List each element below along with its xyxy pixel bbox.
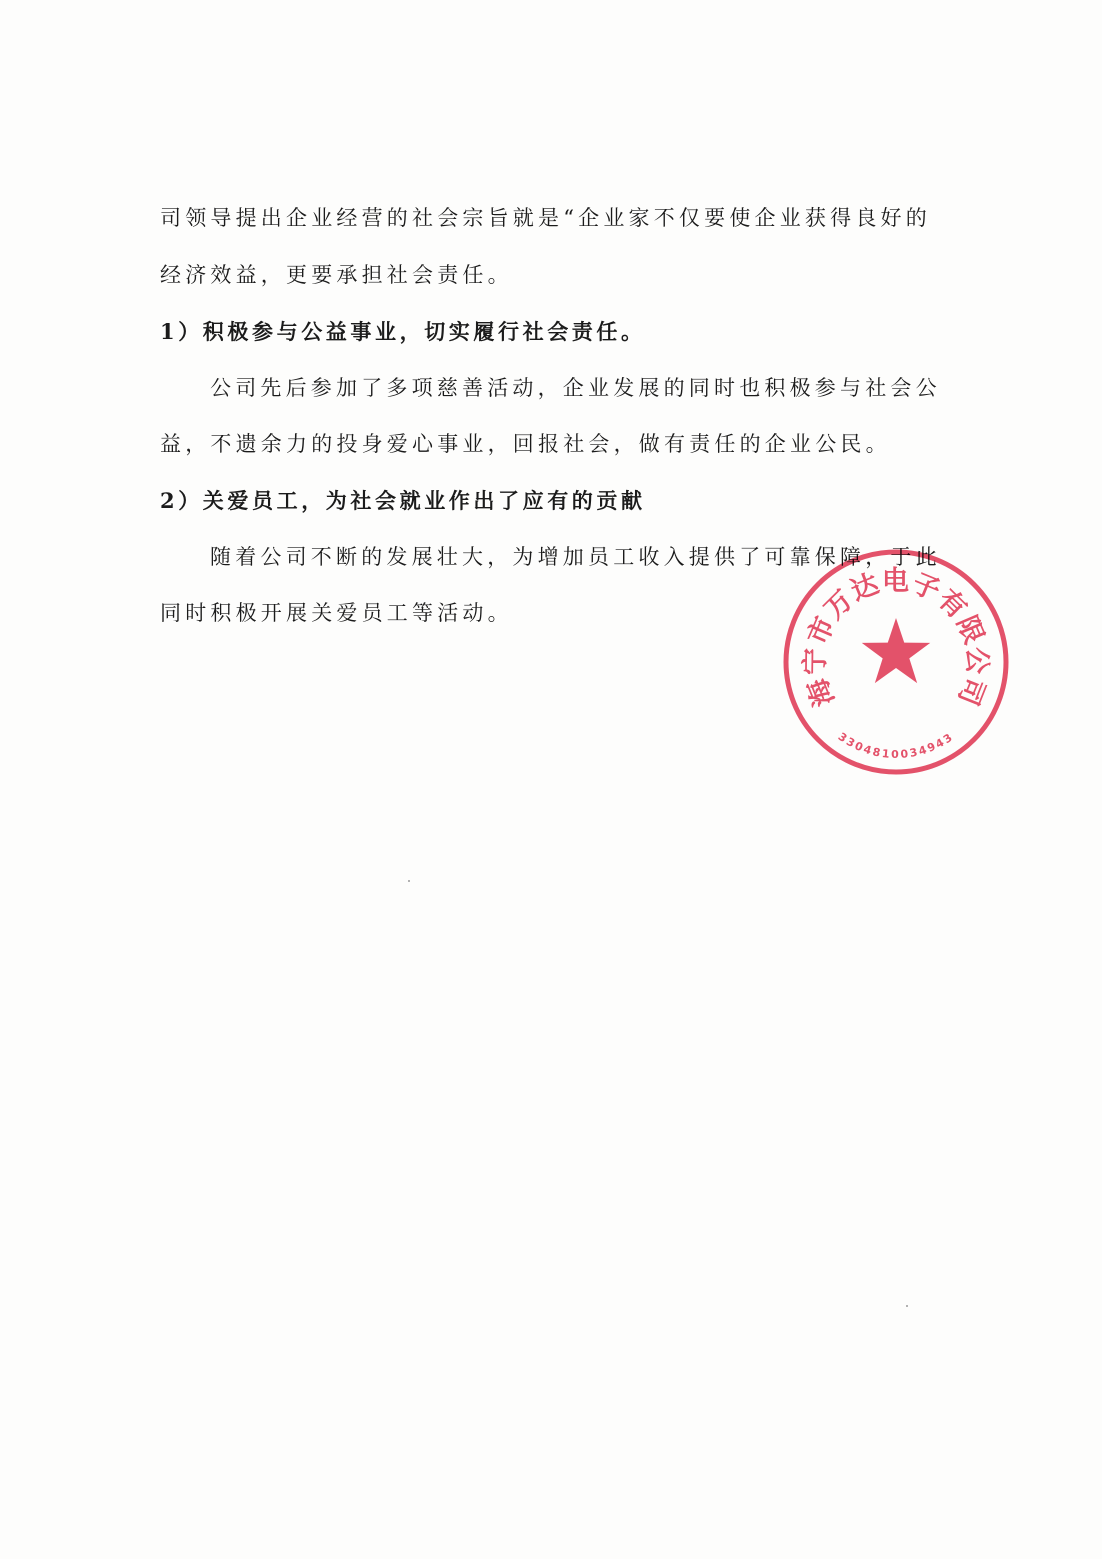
section-2-line-2: 同时积极开展关爱员工等活动。	[160, 601, 513, 625]
section-1-heading: 1）积极参与公益事业，切实履行社会责任。	[160, 319, 646, 344]
seal-company-name: 海宁市万达电子有限公司	[799, 566, 993, 711]
intro-line-1: 司领导提出企业经营的社会宗旨就是“企业家不仅要使企业获得良好的	[160, 206, 931, 230]
company-seal	[776, 542, 1016, 782]
seal-star-icon	[862, 618, 930, 683]
scan-speck	[906, 1305, 908, 1307]
section-2-heading: 2）关爱员工，为社会就业作出了应有的贡献	[160, 488, 646, 513]
seal-registration-number: 3304810034943	[835, 729, 957, 761]
section-1-line-2: 益，不遗余力的投身爱心事业，回报社会，做有责任的企业公民。	[160, 432, 891, 456]
scan-speck	[408, 880, 410, 882]
section-1-line-1: 公司先后参加了多项慈善活动，企业发展的同时也积极参与社会公	[210, 376, 941, 400]
intro-line-2: 经济效益，更要承担社会责任。	[160, 263, 513, 287]
section-2-line-1: 随着公司不断的发展壮大，为增加员工收入提供了可靠保障，于此	[210, 545, 941, 569]
